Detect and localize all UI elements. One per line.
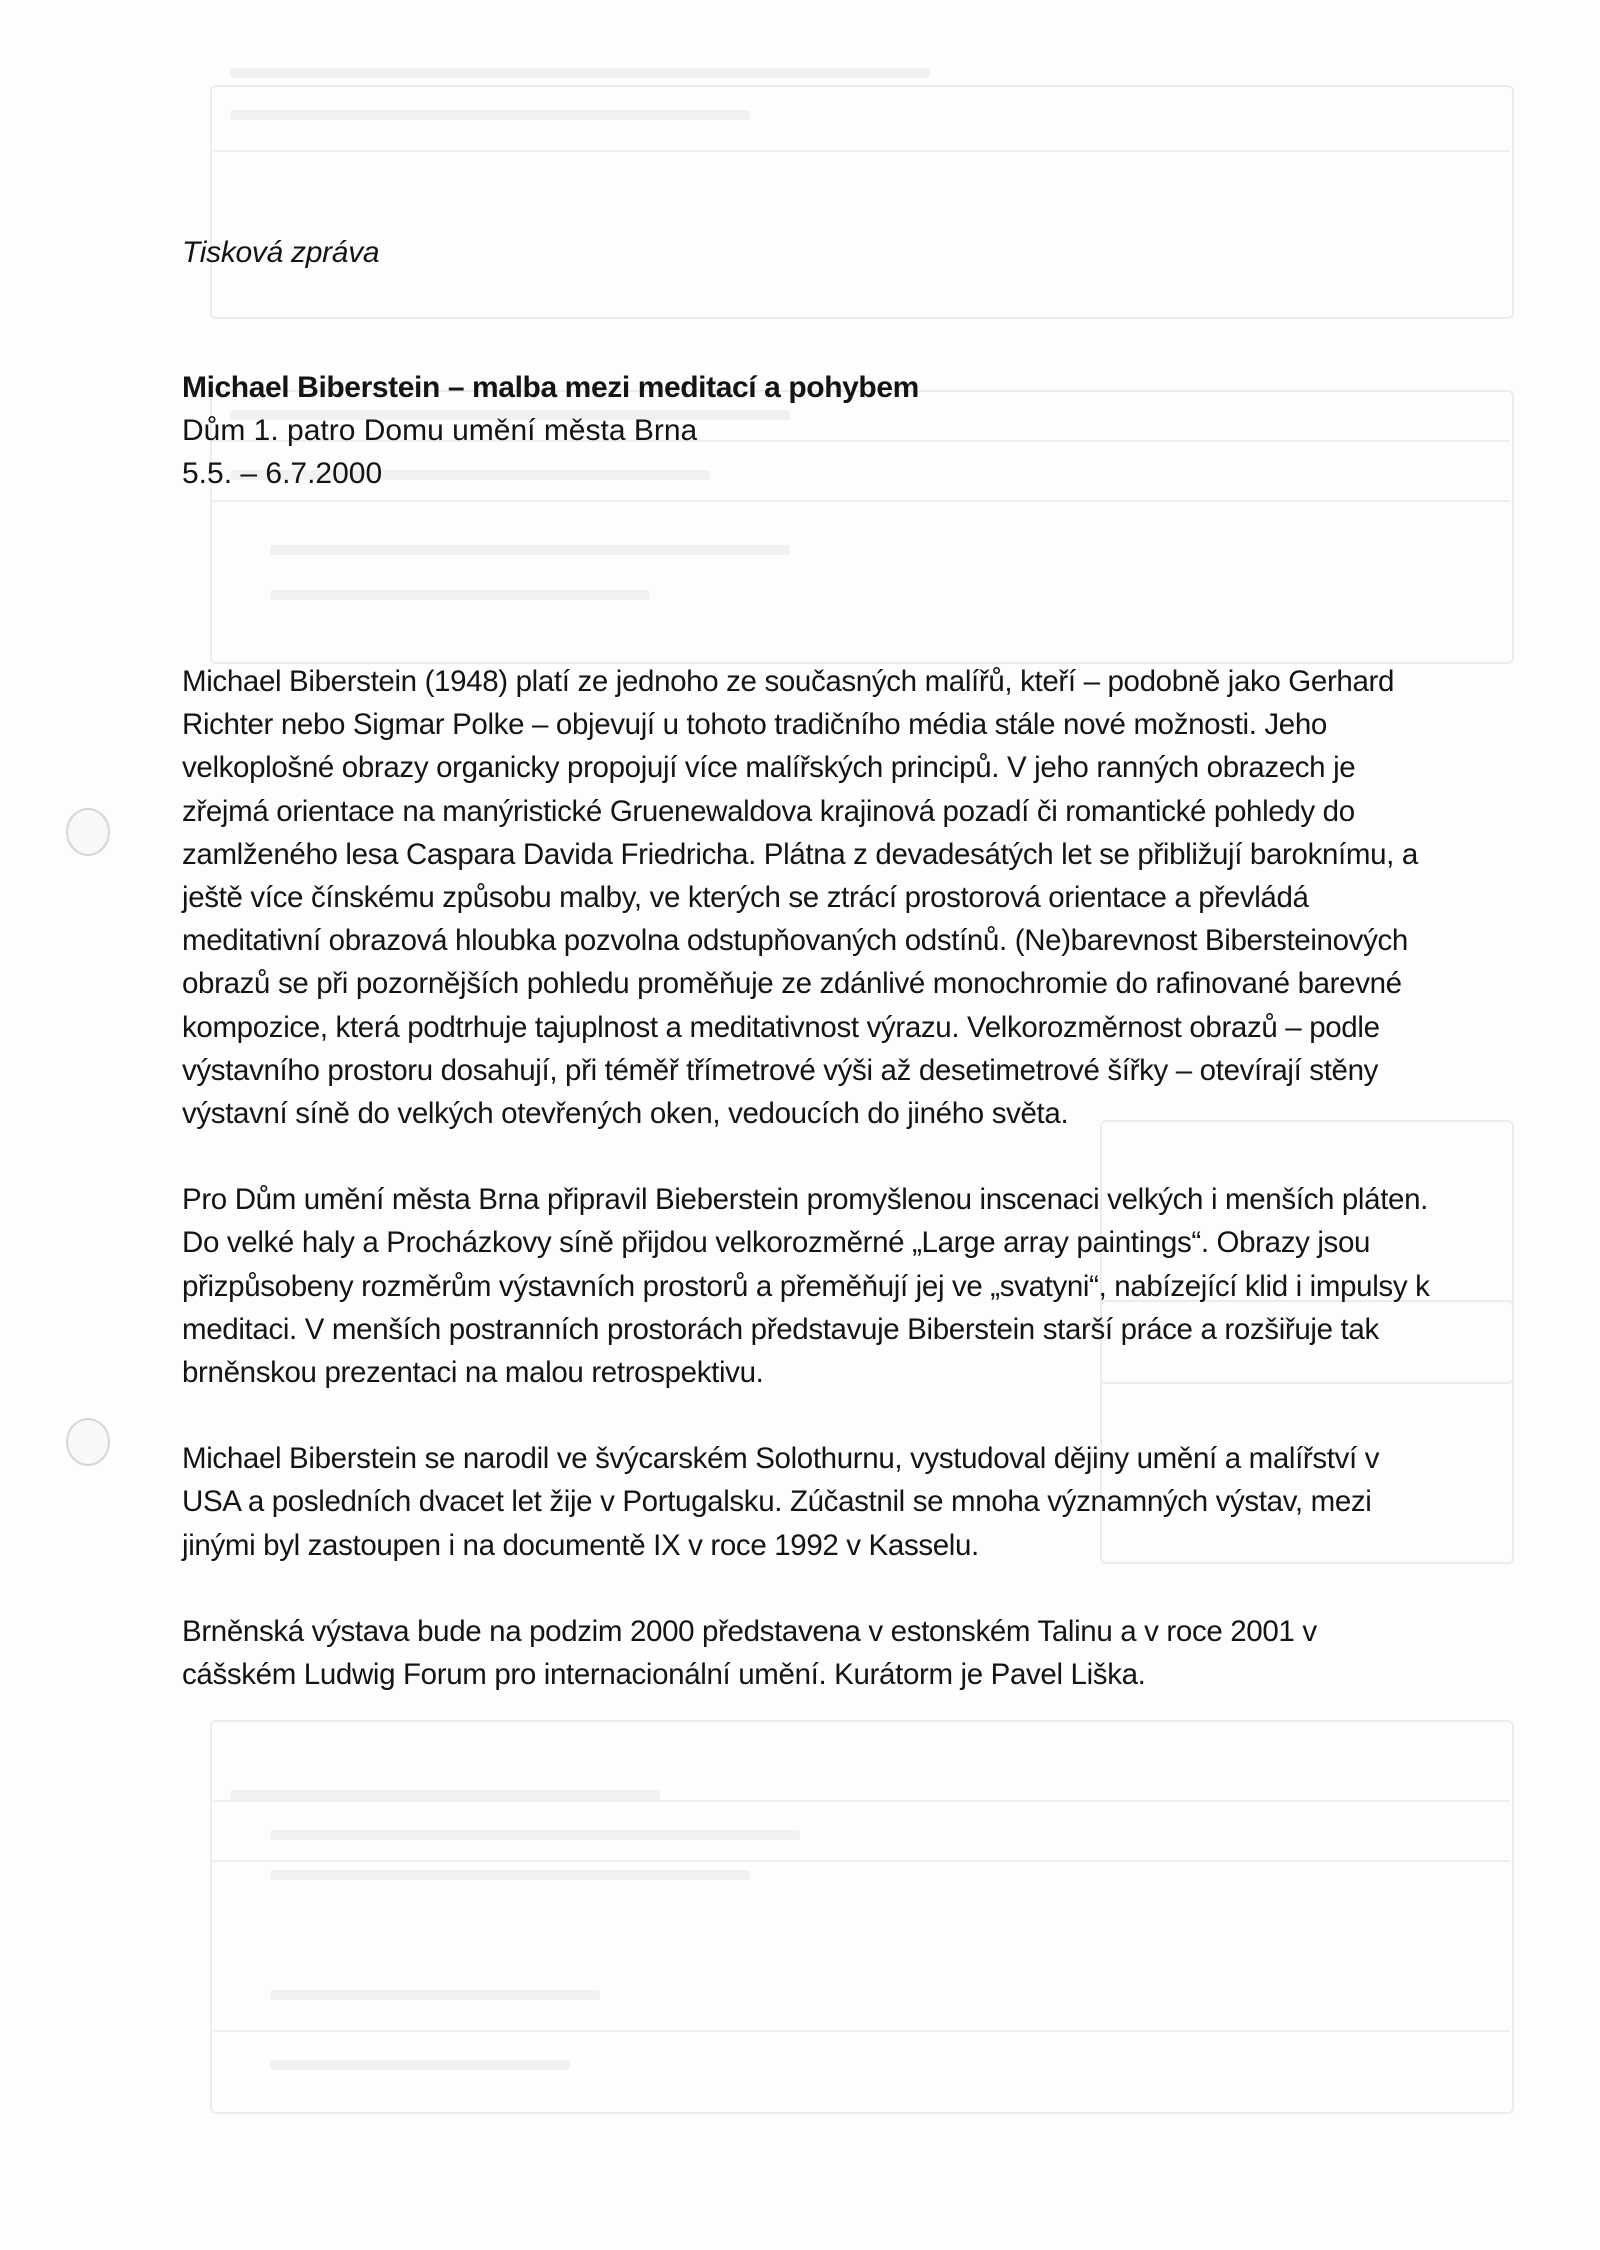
paragraph-brno-exhibition: Pro Dům umění města Brna připravil Bieberstein promyšlenou inscenaci velkých i menších pláten. Do velké haly a Procházkovy síně přijdou velkorozměrné „Large array paintings“. Obrazy jsou přizpůsobeny rozměrům výstavních prostorů a přeměňují jej ve „svatyni“, nabízející klid i impulsy k meditaci. V menších postranních prostorách představuje Biberstein starší práce a rozšiřuje tak brněnskou prezentaci na malou retrospektivu. (182, 1183, 1430, 1390)
document-header (182, 366, 1432, 495)
punch-hole-bottom (66, 1418, 110, 1466)
document-title: Michael Biberstein – malba mezi meditací a pohybem (182, 371, 919, 404)
document-label: Tisková zpráva (182, 236, 380, 269)
exhibition-dates: 5.5. – 6.7.2000 (182, 457, 383, 490)
punch-hole-top (66, 808, 110, 856)
document-body (182, 660, 1432, 1739)
paragraph-intro: Michael Biberstein (1948) platí ze jednoho ze současných malířů, kteří – podobně jako Gerhard Richter nebo Sigmar Polke – objevují u tohoto tradičního média stále nové možnosti. Jeho velkoplošné obrazy organicky propojují více malířských principů. V jeho ranných obrazech je zřejmá orientace na manýristické Gruenewaldova krajinová pozadí či romantické pohledy do zamlženého lesa Caspara Davida Friedricha. Plátna z devadesátých let se přibližují baroknímu, a ještě více čínskému způsobu malby, ve kterých se ztrácí prostorová orientace a převládá meditativní obrazová hloubka pozvolna odstupňovaných odstínů. (Ne)barevnost Bibersteinových obrazů se při pozornějších pohledu proměňuje ze zdánlivé monochromie do rafinované barevné kompozice, která podtrhuje tajuplnost a meditativnost výrazu. Velkorozměrnost obrazů – podle výstavního prostoru dosahují, při téměř třímetrové výši až desetimetrové šířky – otevírají stěny výstavní síně do velkých otevřených oken, vedoucích do jiného světa. (182, 665, 1418, 1131)
paragraph-tour-curator: Brněnská výstava bude na podzim 2000 představena v estonském Talinu a v roce 2001 v cášském Ludwig Forum pro internacionální umění. Kurátorm je Pavel Liška. (182, 1614, 1317, 1692)
exhibition-venue: Dům 1. patro Domu umění města Brna (182, 414, 698, 447)
paragraph-biography: Michael Biberstein se narodil ve švýcarském Solothurnu, vystudoval dějiny umění a malířství v USA a posledních dvacet let žije v Portugalsku. Zúčastnil se mnoha významných výstav, mezi jinými byl zastoupen i na documentě IX v roce 1992 v Kasselu. (182, 1442, 1380, 1562)
